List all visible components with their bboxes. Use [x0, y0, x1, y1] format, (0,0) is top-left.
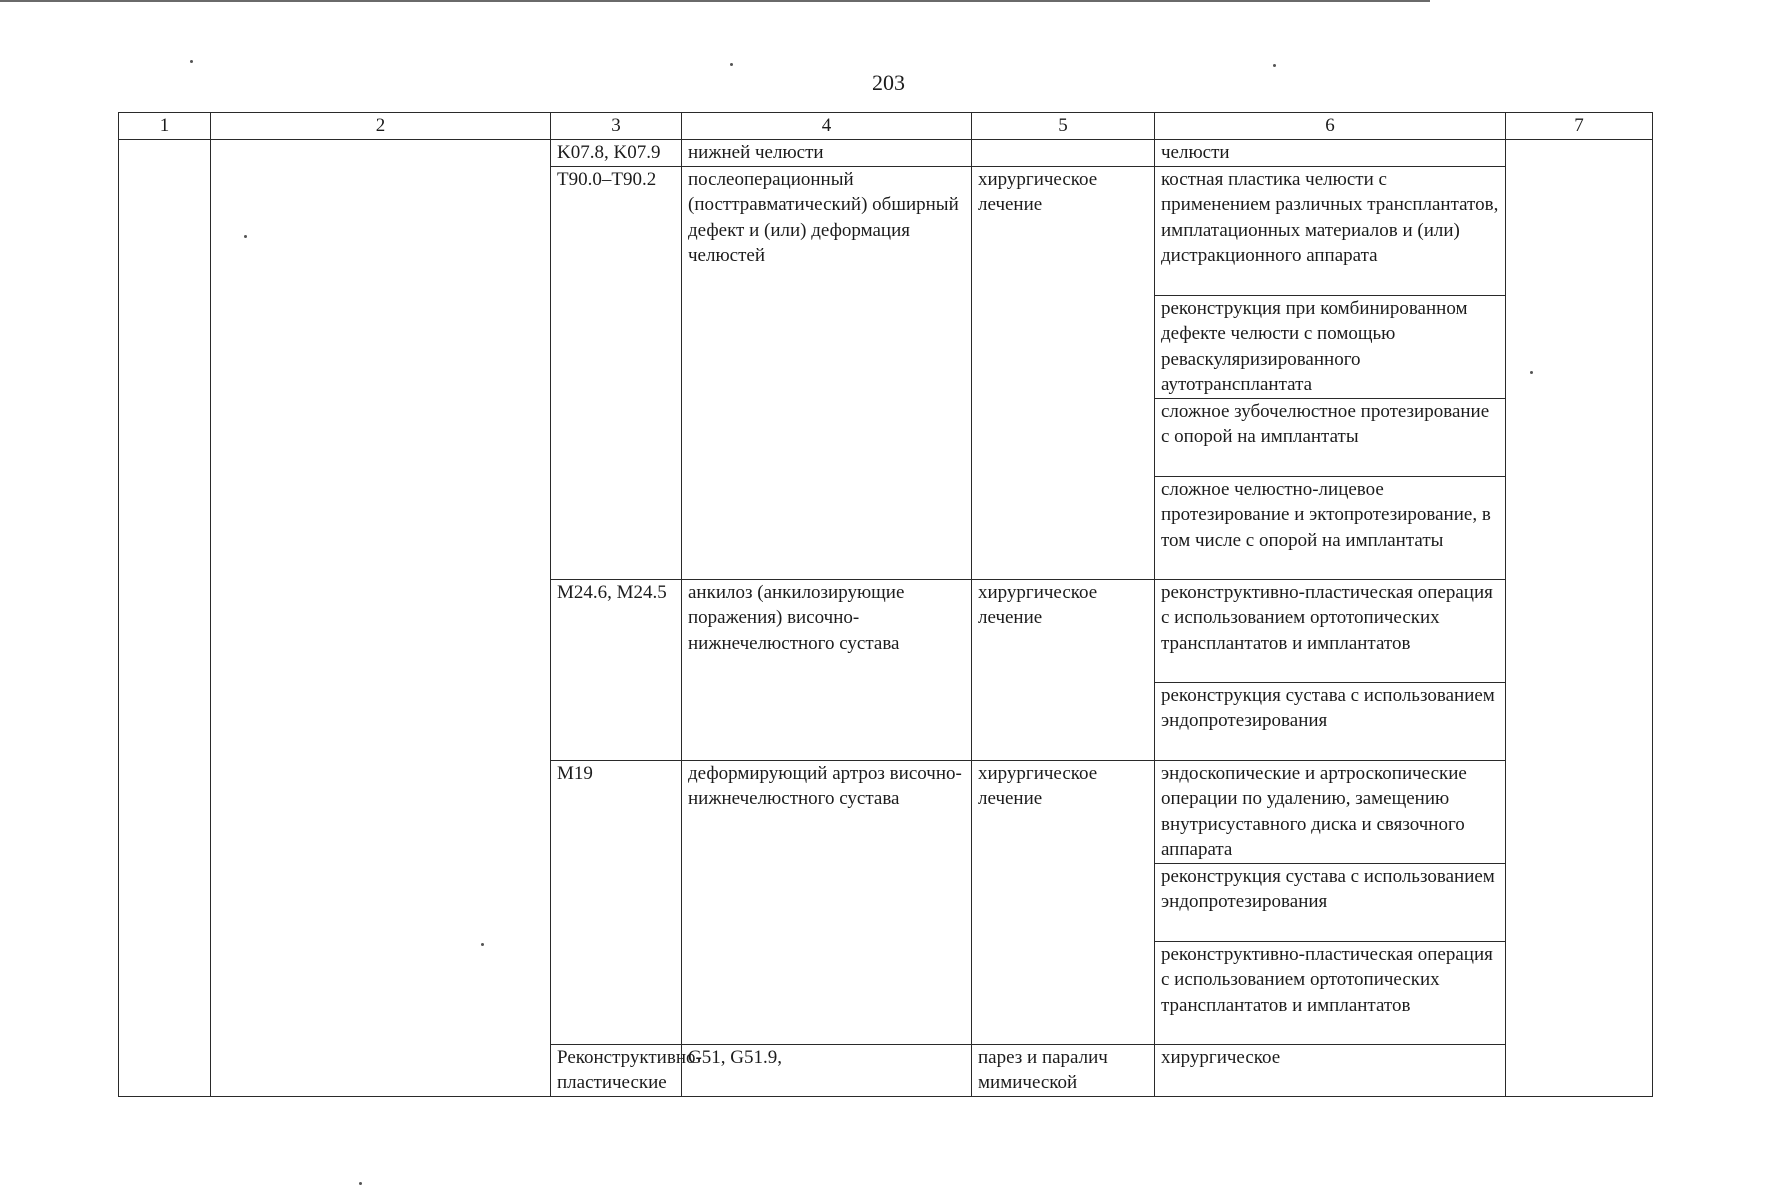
column-header: 2: [211, 113, 551, 140]
cell-method: реконструкция сустава с использованием эндопротезирования: [1155, 863, 1506, 941]
column-header: 3: [551, 113, 682, 140]
cell-method: реконструктивно-пластическая операция с использованием ортотопических трансплантатов и имплантатов: [1155, 579, 1506, 682]
scan-speck: [190, 60, 193, 63]
scan-speck: [1273, 64, 1276, 67]
cell-treatment: хирургическое лечение: [972, 760, 1155, 1044]
table-row: [119, 139, 1653, 166]
cell-col7-empty: [1506, 139, 1653, 1096]
cell-method: челюсти: [1155, 139, 1506, 166]
cell-treatment: хирургическое лечение: [972, 166, 1155, 579]
scan-speck: [730, 63, 733, 66]
scan-speck: [359, 1182, 362, 1185]
cell-diagnosis: парез и паралич мимической: [972, 1044, 1155, 1096]
cell-col2-empty: [211, 139, 551, 1096]
cell-codes: M24.6, M24.5: [551, 579, 682, 760]
column-header: 7: [1506, 113, 1653, 140]
cell-method: сложное зубочелюстное протезирование с опорой на имплантаты: [1155, 398, 1506, 476]
cell-method: реконструкция сустава с использованием эндопротезирования: [1155, 682, 1506, 760]
cell-col1-empty: [119, 139, 211, 1096]
medical-procedures-table: [118, 112, 1653, 1097]
column-header: 6: [1155, 113, 1506, 140]
cell-treatment: хирургическое: [1155, 1044, 1506, 1096]
column-header: 5: [972, 113, 1155, 140]
cell-method: эндоскопические и артроскопические операции по удалению, замещению внутрисуставного диска и связочного аппарата: [1155, 760, 1506, 863]
table-header-row: [119, 113, 1653, 140]
cell-method: сложное челюстно-лицевое протезирование и эктопротезирование, в том числе с опорой на имплантаты: [1155, 476, 1506, 579]
cell-codes: K07.8, K07.9: [551, 139, 682, 166]
cell-codes: M19: [551, 760, 682, 1044]
scan-edge: [0, 0, 1430, 2]
cell-diagnosis: послеоперационный (посттравматический) обширный дефект и (или) деформация челюстей: [682, 166, 972, 579]
cell-diagnosis: нижней челюсти: [682, 139, 972, 166]
cell-treatment-empty: [972, 139, 1155, 166]
cell-diagnosis: анкилоз (анкилозирующие поражения) височно-нижнечелюстного сустава: [682, 579, 972, 760]
cell-treatment: хирургическое лечение: [972, 579, 1155, 760]
page-number: 203: [872, 70, 905, 95]
column-header: 1: [119, 113, 211, 140]
cell-group: Реконструктивно-пластические: [551, 1044, 682, 1096]
cell-method: реконструктивно-пластическая операция с использованием ортотопических трансплантатов и имплантатов: [1155, 941, 1506, 1044]
cell-method: реконструкция при комбинированном дефекте челюсти с помощью реваскуляризированного аутотрансплантата: [1155, 295, 1506, 398]
cell-codes: T90.0–T90.2: [551, 166, 682, 579]
cell-codes: G51, G51.9,: [682, 1044, 972, 1096]
cell-method: костная пластика челюсти с применением различных трансплантатов, имплатационных материалов и (или) дистракционного аппарата: [1155, 166, 1506, 295]
cell-diagnosis: деформирующий артроз височно-нижнечелюстного сустава: [682, 760, 972, 1044]
column-header: 4: [682, 113, 972, 140]
